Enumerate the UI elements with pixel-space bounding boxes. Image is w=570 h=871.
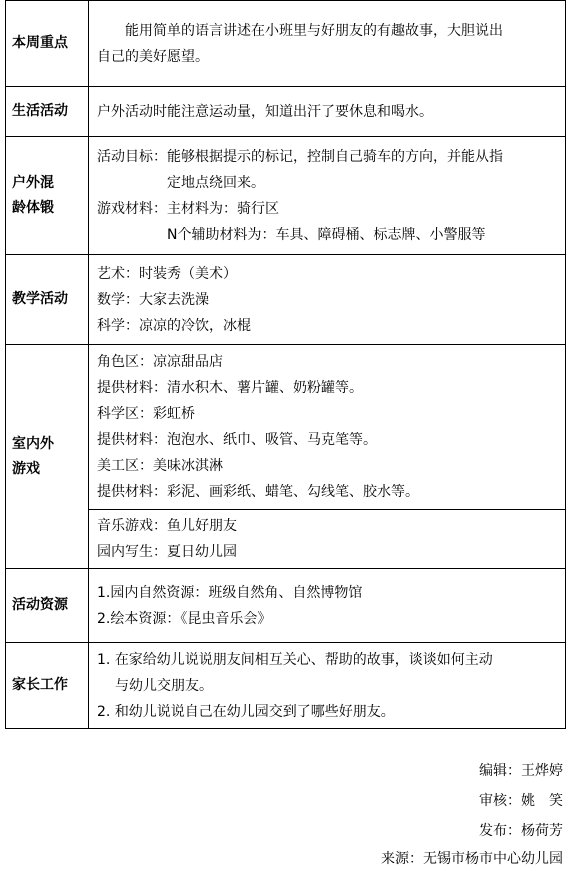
row-activity-resources — [6, 569, 566, 643]
weekly-focus-line-2: 自己的美好愿望。 — [97, 48, 209, 65]
teaching-line-1: 艺术：时装秀（美术） — [97, 265, 237, 282]
row-outdoor-games — [6, 510, 566, 569]
teaching-activity-content — [89, 255, 566, 345]
outdoor-goal-line-2: 定地点绕回来。 — [167, 174, 265, 191]
outdoor-games-line-1: 音乐游戏：鱼儿好朋友 — [97, 518, 237, 534]
outdoor-goal-label: 活动目标： — [97, 148, 167, 165]
games-header-line-1: 室内外 — [12, 435, 54, 452]
resources-line-2: 2.绘本资源：《昆虫音乐会》 — [97, 610, 272, 627]
footer-source: 来源：无锡市杨市中心幼儿园 — [381, 851, 563, 867]
row-weekly-focus — [6, 1, 566, 87]
footer-reviewer: 审核：姚 笑 — [479, 793, 563, 809]
parent-item-2-line-1: 和幼儿说说自己在幼儿园交到了哪些好朋友。 — [114, 703, 395, 720]
footer-editor: 编辑：王烨婷 — [479, 763, 563, 779]
teaching-line-2: 数学：大家去洗澡 — [97, 291, 209, 308]
games-line-3: 科学区：彩虹桥 — [97, 406, 195, 422]
parent-item-1-line-2: 与幼儿交朋友。 — [115, 677, 213, 694]
parent-item-1-number: 1. — [97, 651, 111, 668]
outdoor-main-material: 主材料为：骑行区 — [167, 200, 279, 217]
weekly-focus-header: 本周重点 — [6, 1, 89, 87]
row-life-activity — [6, 87, 566, 137]
activity-resources-header: 活动资源 — [6, 569, 89, 643]
games-header-line-2: 游戏 — [12, 460, 40, 477]
row-parent-work — [6, 643, 566, 729]
teaching-activity-header: 教学活动 — [6, 255, 89, 345]
outdoor-games-line-2: 园内写生：夏日幼儿园 — [97, 544, 237, 560]
weekly-focus-content — [89, 1, 566, 87]
indoor-games-content — [89, 345, 566, 510]
row-teaching-activity — [6, 255, 566, 345]
outdoor-exercise-header-line-1: 户外混 — [12, 174, 54, 191]
outdoor-exercise-header-line-2: 龄体锻 — [12, 199, 54, 216]
outdoor-aux-material: N个辅助材料为：车具、障碍桶、标志牌、小警服等 — [167, 226, 486, 243]
outdoor-material-line-1 — [97, 196, 559, 222]
outdoor-games-content — [89, 510, 566, 569]
games-line-6: 提供材料：彩泥、画彩纸、蜡笔、勾线笔、胶水等。 — [97, 484, 419, 500]
parent-item-2-number: 2. — [97, 703, 111, 720]
life-activity-line-1: 户外活动时能注意运动量，知道出汗了要休息和喝水。 — [97, 103, 433, 120]
games-line-4: 提供材料：泡泡水、纸巾、吸管、马克笔等。 — [97, 432, 377, 448]
parent-work-header: 家长工作 — [6, 643, 89, 729]
teaching-line-3: 科学：凉凉的冷饮，冰棍 — [97, 317, 251, 334]
row-outdoor-exercise — [6, 137, 566, 255]
weekly-plan-table — [5, 0, 566, 729]
outdoor-exercise-content — [89, 137, 566, 255]
weekly-focus-line-1: 能用简单的语言讲述在小班里与好朋友的有趣故事，大胆说出 — [125, 22, 503, 39]
games-header — [6, 345, 89, 569]
resources-line-1: 1.园内自然资源：班级自然角、自然博物馆 — [97, 584, 363, 601]
life-activity-header: 生活活动 — [6, 87, 89, 137]
games-line-5: 美工区：美味冰淇淋 — [97, 458, 223, 474]
games-line-1: 角色区：凉凉甜品店 — [97, 354, 223, 370]
outdoor-exercise-header — [6, 137, 89, 255]
parent-work-content — [89, 643, 566, 729]
outdoor-goal-text-1: 能够根据提示的标记，控制自己骑车的方向，并能从指 — [167, 148, 503, 165]
parent-item-1 — [97, 647, 559, 673]
activity-resources-content — [89, 569, 566, 643]
parent-item-2 — [97, 699, 559, 725]
life-activity-content — [89, 87, 566, 137]
row-indoor-games — [6, 345, 566, 510]
outdoor-goal-line-1 — [97, 144, 559, 170]
outdoor-material-label: 游戏材料： — [97, 200, 167, 217]
parent-item-1-line-1: 在家给幼儿说说朋友间相互关心、帮助的故事，谈谈如何主动 — [114, 651, 493, 668]
footer-publisher: 发布：杨荷芳 — [479, 823, 563, 839]
games-line-2: 提供材料：清水积木、薯片罐、奶粉罐等。 — [97, 380, 363, 396]
